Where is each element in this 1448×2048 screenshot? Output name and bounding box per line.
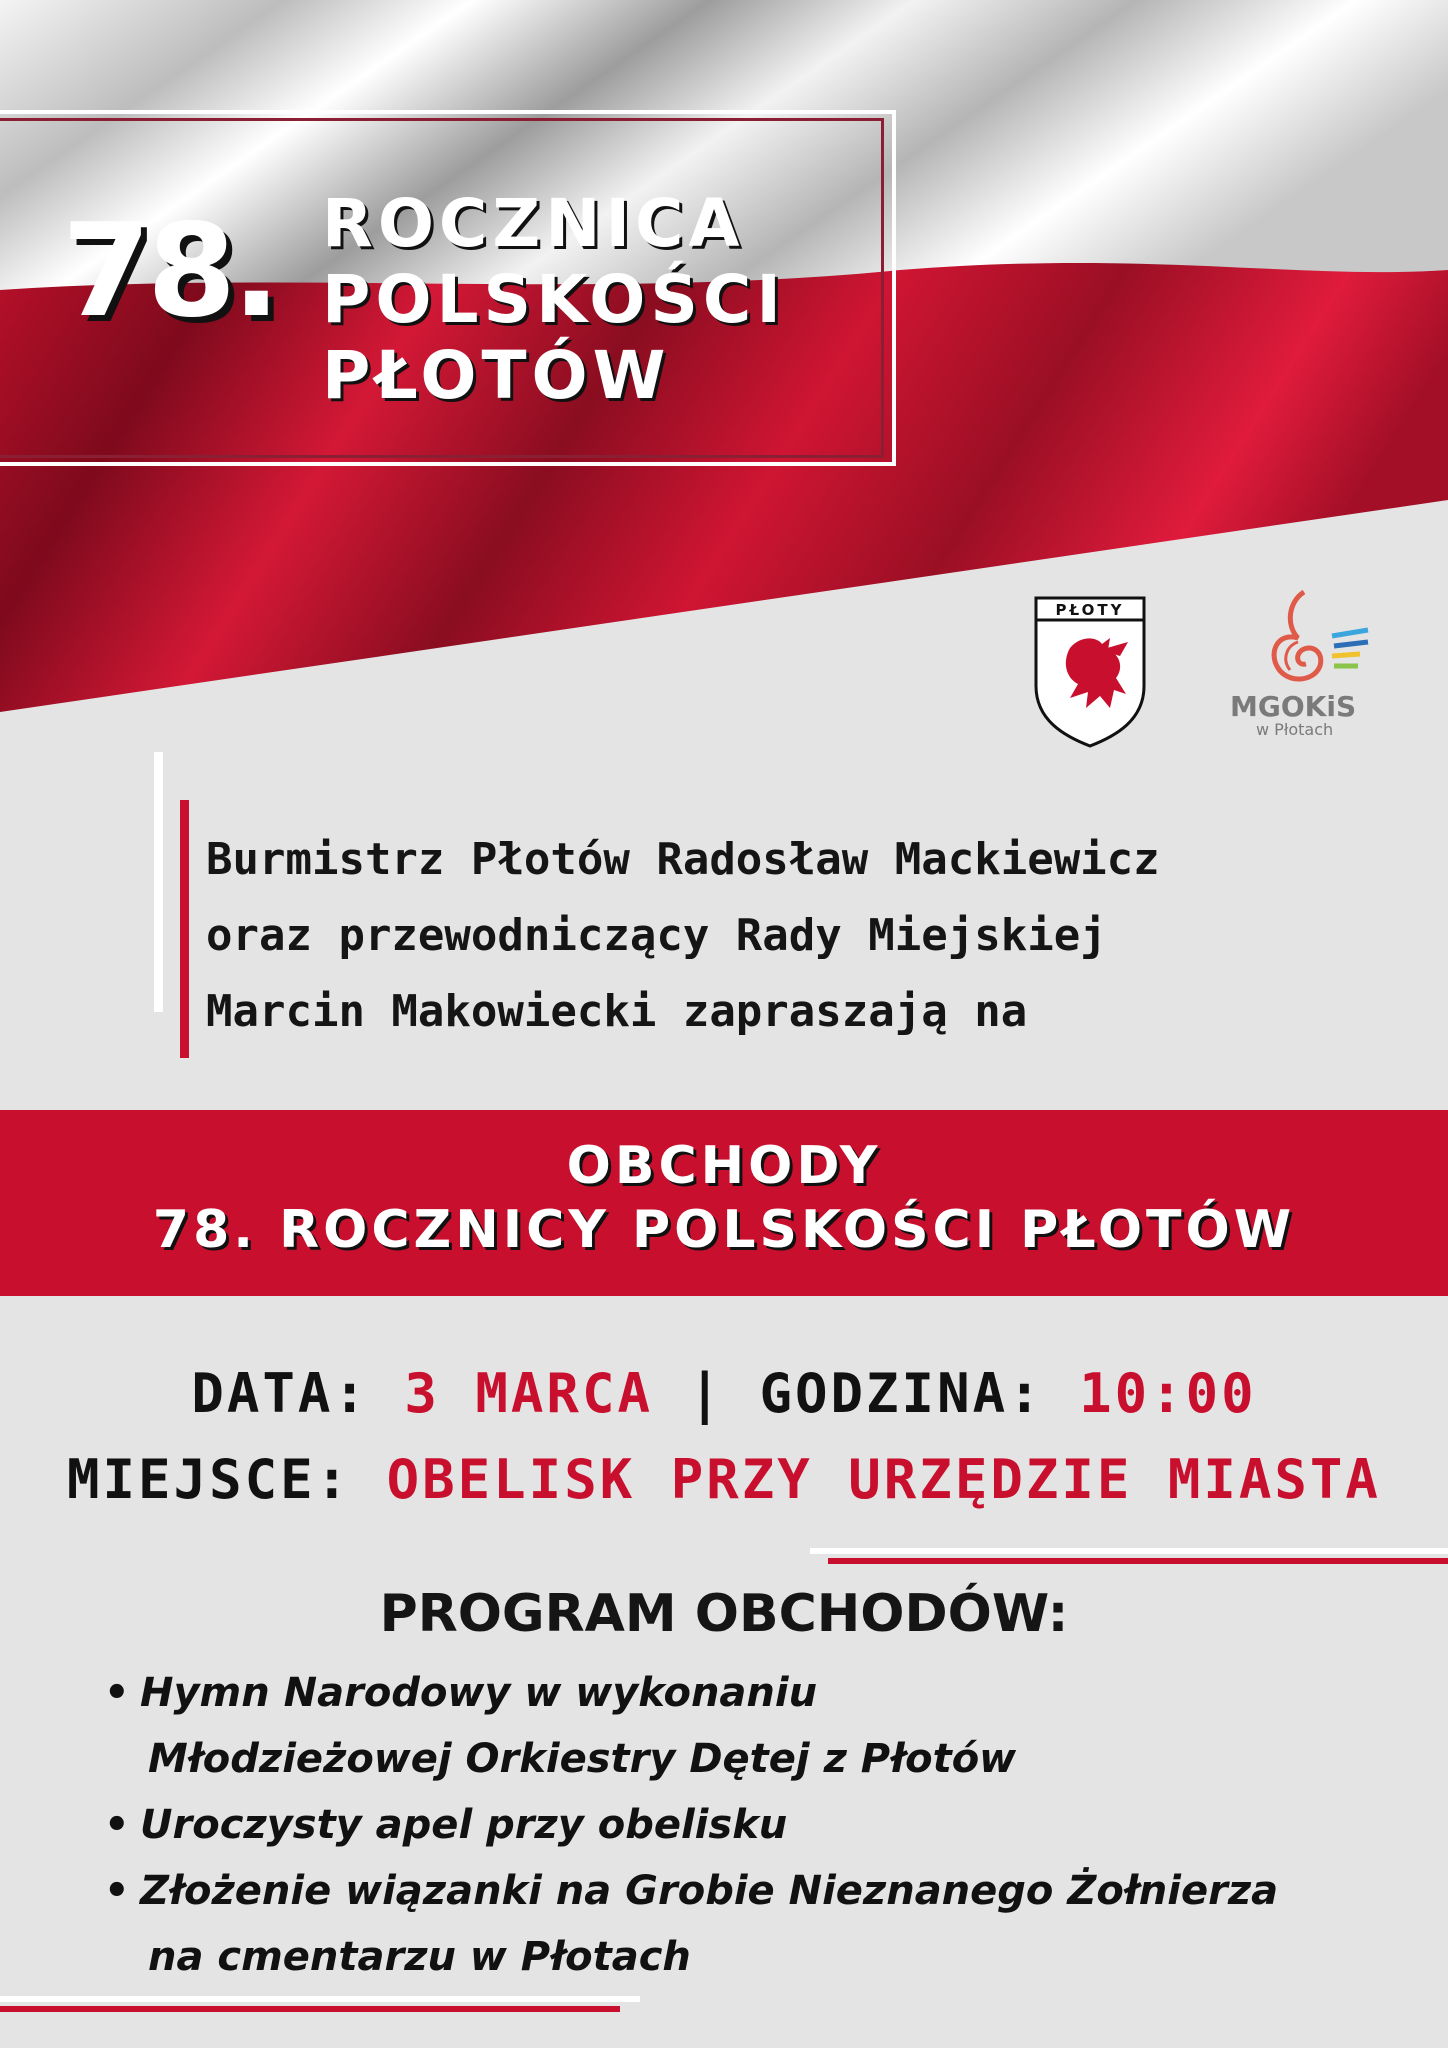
program-item xyxy=(104,1660,1278,1792)
mgokis-name: MGOKiS xyxy=(1230,690,1357,723)
program-item-line: Złożenie wiązanki na Grobie Nieznanego Żołnierza xyxy=(140,1868,1279,1914)
anniversary-number: 78. xyxy=(62,197,277,346)
invitation-line: Marcin Makowiecki zapraszają na xyxy=(206,986,1028,1037)
time-value: 10:00 xyxy=(1079,1362,1257,1425)
title-line-3: PŁOTÓW xyxy=(322,337,671,414)
program-item xyxy=(104,1858,1278,1990)
bullet: • xyxy=(104,1868,130,1914)
divider-red xyxy=(828,1558,1448,1564)
plothy-coat-of-arms-logo xyxy=(1030,590,1150,750)
invitation-line: oraz przewodniczący Rady Miejskiej xyxy=(206,910,1107,961)
event-title xyxy=(0,1134,1448,1262)
footer-divider-red xyxy=(0,2006,620,2012)
program-list xyxy=(104,1660,1278,1990)
title-line-1: ROCZNICA xyxy=(322,185,745,262)
mgokis-subtitle: w Płotach xyxy=(1256,720,1334,739)
page-title xyxy=(322,186,786,414)
date-label: DATA: xyxy=(191,1362,369,1425)
program-item xyxy=(104,1792,1278,1858)
program-item-line: Uroczysty apel przy obelisku xyxy=(140,1802,788,1848)
place-value: OBELISK PRZY URZĘDZIE MIASTA xyxy=(386,1448,1381,1511)
program-item-line: Młodzieżowej Orkiestry Dętej z Płotów xyxy=(148,1736,1017,1782)
time-label: GODZINA: xyxy=(759,1362,1044,1425)
accent-bar-white xyxy=(154,752,163,1012)
program-item-line: Hymn Narodowy w wykonaniu xyxy=(140,1670,818,1716)
program-title: PROGRAM OBCHODÓW: xyxy=(379,1584,1069,1644)
title-line-2: POLSKOŚCI xyxy=(322,261,786,338)
separator: | xyxy=(688,1362,724,1425)
divider-white xyxy=(810,1548,1448,1554)
accent-bar-red xyxy=(180,800,189,1058)
crest-text: PŁOTY xyxy=(1055,601,1125,619)
invitation-line: Burmistrz Płotów Radosław Mackiewicz xyxy=(206,834,1160,885)
event-title-line-1: OBCHODY xyxy=(566,1136,882,1196)
date-value: 3 MARCA xyxy=(404,1362,653,1425)
place-line xyxy=(0,1448,1448,1511)
bullet: • xyxy=(104,1670,130,1716)
event-title-line-2: 78. ROCZNICY POLSKOŚCI PŁOTÓW xyxy=(152,1200,1296,1260)
footer-divider-white xyxy=(0,1996,640,2002)
place-label: MIEJSCE: xyxy=(67,1448,352,1511)
invitation-text xyxy=(206,822,1160,1050)
date-time-line xyxy=(0,1362,1448,1425)
program-item-line: na cmentarzu w Płotach xyxy=(148,1934,691,1980)
bullet: • xyxy=(104,1802,130,1848)
